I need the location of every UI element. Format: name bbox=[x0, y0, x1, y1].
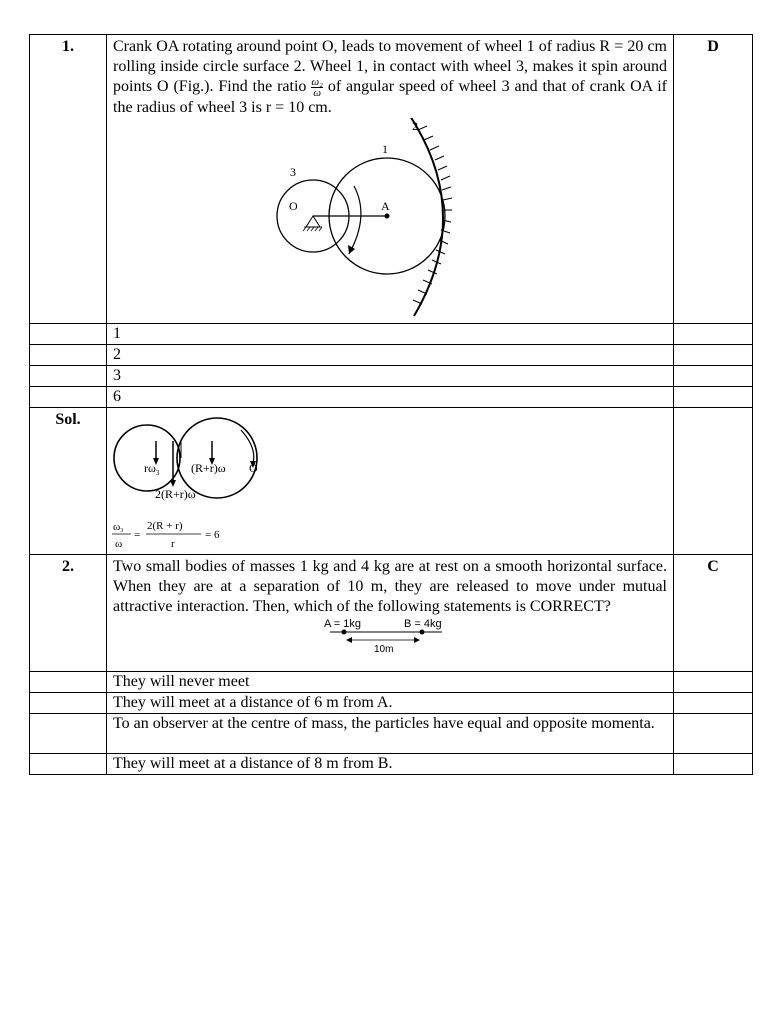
option-text: They will meet at a distance of 8 m from B. bbox=[107, 754, 674, 775]
option-row bbox=[30, 693, 753, 714]
masses-figure bbox=[320, 617, 460, 653]
question-table bbox=[29, 34, 753, 775]
label-2: 2 bbox=[412, 119, 418, 133]
svg-text:= 6: = 6 bbox=[205, 529, 220, 541]
label-3: 3 bbox=[290, 165, 296, 179]
svg-text:r: r bbox=[171, 538, 175, 550]
solution-row bbox=[30, 408, 753, 555]
question-text-continued: of angular speed of wheel 3 and that of crank OA if the radius of wheel 3 is r = 10 cm. bbox=[113, 78, 668, 116]
option-row bbox=[30, 672, 753, 693]
circle-surface-2 bbox=[410, 118, 443, 316]
crank-wheel-figure bbox=[260, 118, 520, 318]
solution-label: Sol. bbox=[30, 408, 107, 555]
question-number: 2. bbox=[30, 555, 107, 672]
mass-b-label: B = 4kg bbox=[404, 618, 442, 630]
mass-a-label: A = 1kg bbox=[324, 618, 362, 630]
svg-text:=: = bbox=[134, 529, 141, 541]
label-a: A bbox=[381, 199, 390, 213]
question-text: Crank OA rotating around point O, leads to movement of wheel 1 of radius R = 20 cm rolling inside circle surface 2. Wheel 1, in contact with wheel 3, makes it spin around points O (Fig.). Find the ratio bbox=[113, 38, 667, 96]
velocity-diagram bbox=[111, 408, 271, 552]
label-1: 1 bbox=[382, 142, 388, 156]
svg-text:2(R + r): 2(R + r) bbox=[147, 520, 183, 532]
velocity-label-mid: (R+r)ω bbox=[191, 461, 226, 475]
label-o: O bbox=[289, 199, 298, 213]
option-row bbox=[30, 345, 753, 366]
ratio-fraction bbox=[311, 77, 323, 98]
answer-key: C bbox=[674, 555, 753, 672]
option-row bbox=[30, 714, 753, 754]
option-text: 3 bbox=[107, 366, 674, 387]
solution-body bbox=[107, 408, 674, 555]
wheel-3-circle bbox=[114, 425, 180, 491]
question-row bbox=[30, 35, 753, 324]
question-number: 1. bbox=[30, 35, 107, 324]
pivot-support bbox=[306, 216, 320, 227]
ratio-denominator: ω bbox=[313, 87, 322, 99]
velocity-label-bottom: 2(R+r)ω bbox=[155, 487, 196, 501]
option-row bbox=[30, 366, 753, 387]
question-body bbox=[107, 555, 674, 672]
point-a-dot bbox=[385, 214, 390, 219]
rotation-arrowhead bbox=[348, 245, 355, 254]
label-o: O bbox=[249, 461, 258, 475]
option-text: 6 bbox=[107, 387, 674, 408]
mass-b-dot bbox=[420, 630, 425, 635]
question-row bbox=[30, 555, 753, 672]
option-text: To an observer at the centre of mass, the particles have equal and opposite momenta. bbox=[107, 714, 674, 754]
wheel-1-circle bbox=[177, 418, 257, 498]
distance-label: 10m bbox=[374, 644, 394, 653]
option-row bbox=[30, 387, 753, 408]
solution-figure bbox=[111, 408, 669, 552]
pivot-hatching bbox=[303, 227, 322, 231]
option-text: They will meet at a distance of 6 m from A. bbox=[107, 693, 674, 714]
svg-text:ω3: ω3 bbox=[113, 521, 124, 534]
question-text: Two small bodies of masses 1 kg and 4 kg are at rest on a smooth horizontal surface. When they are at a separation of 10 m, they are released to move under mutual attractive interaction. Then, which of the following statements is CORRECT? bbox=[113, 558, 667, 615]
answer-key: D bbox=[674, 35, 753, 324]
option-text: They will never meet bbox=[107, 672, 674, 693]
option-row bbox=[30, 754, 753, 775]
ratio-equation bbox=[112, 520, 220, 550]
question-body bbox=[107, 35, 674, 324]
option-text: 2 bbox=[107, 345, 674, 366]
option-row bbox=[30, 324, 753, 345]
svg-text:ω: ω bbox=[115, 538, 123, 550]
ratio-numerator: ω₂ bbox=[311, 76, 323, 88]
rotation-arrow bbox=[349, 186, 361, 254]
velocity-label-left: $r\omega_3$ bbox=[144, 461, 160, 477]
mass-a-dot bbox=[342, 630, 347, 635]
option-text: 1 bbox=[107, 324, 674, 345]
